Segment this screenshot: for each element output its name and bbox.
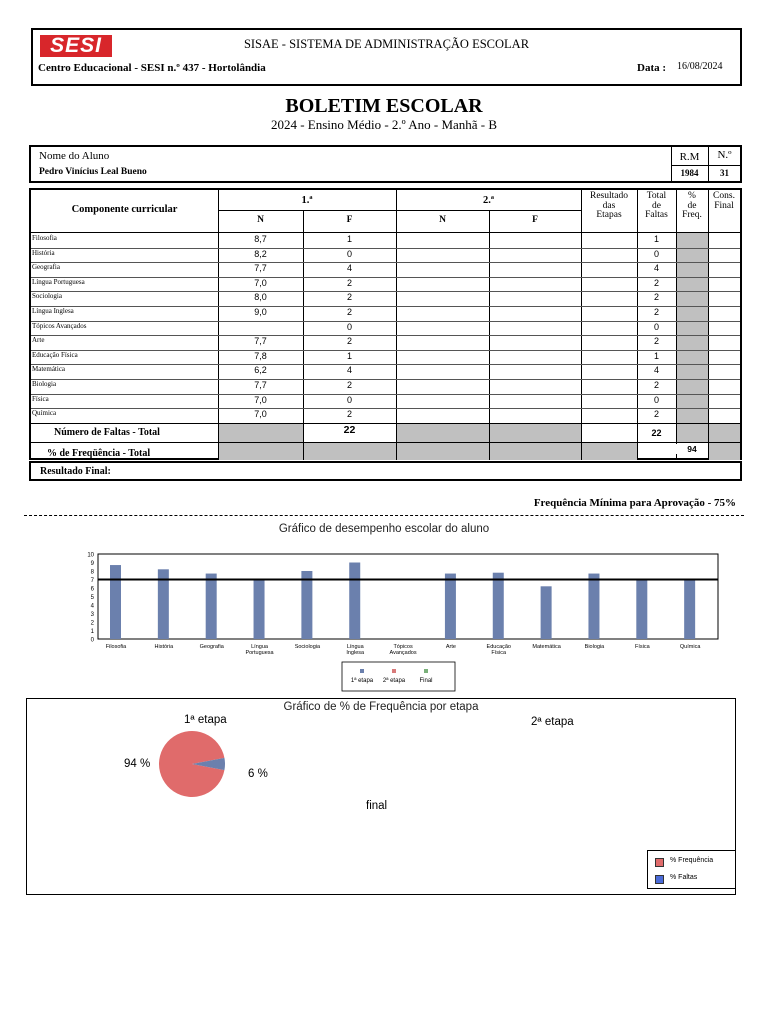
y-tick-label: 5 — [90, 595, 94, 601]
bar-chart-title: Gráfico de desempenho escolar do aluno — [278, 523, 490, 535]
bar-stage1 — [110, 565, 121, 639]
absences-total: 1 — [653, 350, 659, 361]
grade-n1: 7,7 — [254, 263, 267, 274]
col-result-line: das — [602, 200, 616, 211]
x-tick-label: Tópicos — [393, 644, 413, 650]
subject-name: Matemática — [32, 365, 66, 374]
row-divider — [31, 291, 740, 292]
x-tick-label: Inglesa — [346, 650, 365, 656]
plot-area — [98, 554, 718, 639]
legend-label: 1ª etapa — [350, 678, 374, 684]
divider — [31, 232, 740, 233]
grades-table — [29, 188, 742, 460]
pie-chart-stage1 — [157, 729, 237, 801]
absences-f1: 1 — [346, 350, 352, 361]
legend-swatch — [424, 669, 428, 673]
subject-name: Língua Portuguesa — [32, 277, 85, 286]
x-tick-label: Geografia — [199, 644, 224, 650]
date-label: Data : — [637, 62, 667, 74]
stage2-header: 2.ª — [482, 195, 495, 206]
subject-name: Biologia — [32, 380, 57, 388]
bar-legend — [342, 662, 455, 691]
divider — [676, 190, 677, 460]
grade-n1: 7,8 — [254, 350, 267, 361]
absences-total: 2 — [653, 292, 659, 303]
rm-label: R.M — [679, 151, 700, 163]
row-divider — [31, 364, 740, 365]
subject-name: História — [32, 248, 55, 257]
absences-f1: 0 — [346, 248, 352, 259]
y-tick-label: 6 — [90, 586, 94, 593]
col-cons — [708, 192, 740, 211]
subject-name: Filosofia — [32, 234, 57, 242]
grade-n1: 8,2 — [254, 248, 267, 259]
absences-total: 0 — [653, 248, 659, 259]
absences-total: 4 — [653, 263, 659, 274]
x-tick-label: Matemática — [532, 644, 561, 650]
legend-label: % Frequência — [670, 857, 714, 864]
x-tick-label: Arte — [445, 644, 456, 650]
bar-chart — [80, 548, 720, 693]
absences-total: 2 — [653, 336, 659, 347]
divider — [31, 442, 740, 443]
row-divider — [31, 306, 740, 307]
absences-total: 2 — [653, 307, 659, 317]
pie-slice-label: 94 % — [124, 758, 151, 770]
faltas-total-label: Número de Faltas - Total — [54, 427, 160, 438]
pie-panel-label: 1ª etapa — [184, 714, 227, 726]
absences-total: 0 — [653, 321, 659, 332]
y-tick-label: 2 — [90, 620, 94, 627]
x-tick-label: Avançados — [389, 650, 417, 656]
legend-swatch — [655, 875, 664, 884]
col-total-line: Total — [646, 191, 667, 201]
legend-swatch — [655, 858, 664, 867]
number-value: 31 — [720, 168, 729, 178]
bar-stage1 — [445, 574, 456, 639]
row-divider — [31, 262, 740, 263]
legend-label: 2ª etapa — [382, 678, 406, 684]
row-divider — [31, 321, 740, 322]
legend-swatch — [360, 669, 364, 673]
grade-n1: 9,0 — [254, 307, 267, 317]
grade-n1: 7,0 — [254, 277, 267, 288]
row-divider — [31, 277, 740, 278]
x-tick-label: História — [154, 644, 174, 650]
system-title: SISAE - SISTEMA DE ADMINISTRAÇÃO ESCOLAR — [243, 37, 530, 51]
bar-stage1 — [349, 563, 360, 640]
bar-stage1 — [684, 580, 695, 640]
y-tick-label: 8 — [90, 569, 94, 576]
number-label: N.º — [717, 149, 732, 161]
bar-stage1 — [588, 574, 599, 639]
divider — [671, 165, 740, 166]
row-divider — [31, 335, 740, 336]
absences-f1: 2 — [346, 380, 352, 390]
col-result-line: Resultado — [590, 191, 628, 201]
x-tick-label: Física — [634, 644, 650, 650]
gray-cell — [218, 423, 303, 442]
rm-value: 1984 — [680, 168, 699, 178]
grade-n1: 7,7 — [254, 380, 267, 390]
y-tick-label: 4 — [90, 603, 94, 610]
divider — [581, 190, 582, 460]
x-tick-label: Filosofia — [105, 644, 127, 650]
col-n2: N — [439, 215, 446, 225]
absences-total: 4 — [653, 365, 659, 376]
pie-legend — [647, 850, 736, 889]
legend-label: Final — [419, 678, 433, 684]
col-freq-line: Freq. — [682, 210, 702, 220]
subject-name: Tópicos Avançados — [32, 321, 87, 330]
bar-stage1 — [493, 573, 504, 639]
x-tick-label: Língua — [251, 644, 268, 650]
absences-f1: 0 — [346, 394, 352, 405]
final-result-label: Resultado Final: — [40, 466, 111, 477]
absences-f1: 4 — [346, 365, 352, 376]
header-box — [31, 28, 742, 86]
absences-f1: 2 — [346, 307, 352, 317]
legend-label: % Faltas — [670, 874, 698, 881]
subject-name: Educação Física — [32, 350, 78, 359]
pie-panel-label: 2ª etapa — [531, 716, 574, 728]
grade-n1: 7,7 — [254, 336, 267, 347]
pie-chart-title: Gráfico de % de Frequência por etapa — [283, 701, 479, 713]
pie-slice-label: 6 % — [248, 768, 268, 780]
page-title: BOLETIM ESCOLAR — [285, 95, 483, 117]
col-freq-line: % — [688, 191, 696, 201]
bar-stage1 — [206, 574, 217, 639]
x-tick-label: Sociologia — [294, 644, 321, 650]
absences-total: 2 — [653, 409, 659, 420]
bar-stage1 — [636, 580, 647, 640]
absences-f1: 1 — [346, 234, 352, 244]
bar-stage1 — [301, 571, 312, 639]
grade-n1: 7,0 — [254, 394, 267, 405]
divider — [218, 210, 581, 211]
subject-name: Língua Inglesa — [32, 307, 74, 315]
y-tick-label: 1 — [90, 629, 94, 635]
x-tick-label: Física — [491, 650, 507, 656]
col-freq-line: de — [687, 200, 697, 211]
dashed-separator — [24, 515, 744, 516]
absences-total: 2 — [653, 380, 659, 390]
subject-name: Arte — [32, 336, 45, 345]
col-f1: F — [346, 215, 353, 225]
freq-total-label: % de Freqüência - Total — [47, 448, 151, 459]
faltas-stage1-total: 22 — [343, 424, 356, 436]
x-tick-label: Língua — [346, 644, 364, 650]
grade-n1: 8,0 — [254, 292, 267, 303]
absences-f1: 2 — [346, 409, 352, 420]
col-result — [581, 192, 637, 221]
x-tick-label: Química — [679, 644, 701, 650]
col-cons-line: Cons. — [713, 191, 735, 201]
absences-f1: 4 — [346, 263, 352, 274]
subject-name: Sociologia — [32, 292, 62, 301]
grade-n1: 6,2 — [254, 365, 267, 376]
min-frequency-note: Frequência Mínima para Aprovação - 75% — [533, 497, 736, 509]
col-result-line: Etapas — [596, 210, 622, 220]
row-divider — [31, 408, 740, 409]
gray-cell — [581, 442, 637, 460]
y-tick-label: 9 — [90, 561, 94, 567]
grade-n1: 8,7 — [254, 234, 267, 244]
subject-name: Geografia — [32, 263, 60, 272]
stage1-header: 1.ª — [301, 195, 313, 206]
name-label: Nome do Aluno — [39, 150, 110, 162]
col-total-line: Faltas — [645, 210, 668, 220]
y-tick-label: 3 — [90, 612, 94, 618]
col-component: Componente curricular — [71, 204, 178, 215]
legend-swatch — [392, 669, 396, 673]
row-divider — [31, 379, 740, 380]
subject-name: Física — [32, 394, 49, 403]
date-value: 16/08/2024 — [677, 61, 723, 72]
pie-chart-frame — [26, 698, 736, 895]
row-divider — [31, 248, 740, 249]
bar-stage1 — [254, 580, 265, 640]
divider — [218, 190, 219, 460]
absences-f1: 2 — [346, 277, 352, 288]
divider — [396, 190, 397, 460]
faltas-total-value: 22 — [651, 428, 662, 438]
absences-total: 1 — [653, 234, 659, 244]
sesi-logo: SESI — [40, 35, 112, 57]
final-result-row — [29, 461, 742, 481]
col-n1: N — [257, 215, 264, 225]
subject-name: Química — [32, 409, 57, 418]
row-divider — [31, 350, 740, 351]
freq-total-value: 94 — [676, 444, 708, 454]
pie-panel-label: final — [366, 800, 388, 812]
absences-f1: 2 — [346, 292, 352, 303]
divider — [708, 190, 709, 460]
y-tick-label: 7 — [90, 578, 94, 584]
col-freq — [676, 192, 708, 221]
absences-f1: 2 — [346, 336, 352, 347]
page-subtitle: 2024 - Ensino Médio - 2.º Ano - Manhã - B — [270, 117, 498, 132]
student-box — [29, 145, 742, 183]
x-tick-label: Educação — [486, 644, 512, 650]
x-tick-label: Biologia — [584, 644, 605, 650]
col-total-faltas — [637, 192, 676, 221]
absences-f1: 0 — [346, 321, 352, 332]
absences-total: 2 — [653, 277, 659, 288]
bar-stage1 — [541, 586, 552, 639]
col-cons-line: Final — [714, 200, 734, 211]
y-tick-label: 0 — [90, 637, 94, 644]
x-tick-label: Portuguesa — [245, 650, 274, 656]
student-name: Pedro Vinícius Leal Bueno — [39, 167, 147, 177]
col-f2: F — [532, 215, 538, 225]
school-name: Centro Educacional - SESI n.º 437 - Hortolândia — [38, 62, 266, 74]
row-divider — [31, 394, 740, 395]
col-total-line: de — [652, 200, 661, 211]
gray-cell — [218, 442, 396, 460]
y-tick-label: 10 — [87, 552, 94, 559]
grade-n1: 7,0 — [254, 409, 267, 420]
gray-cell — [676, 423, 708, 442]
absences-total: 0 — [653, 394, 659, 405]
